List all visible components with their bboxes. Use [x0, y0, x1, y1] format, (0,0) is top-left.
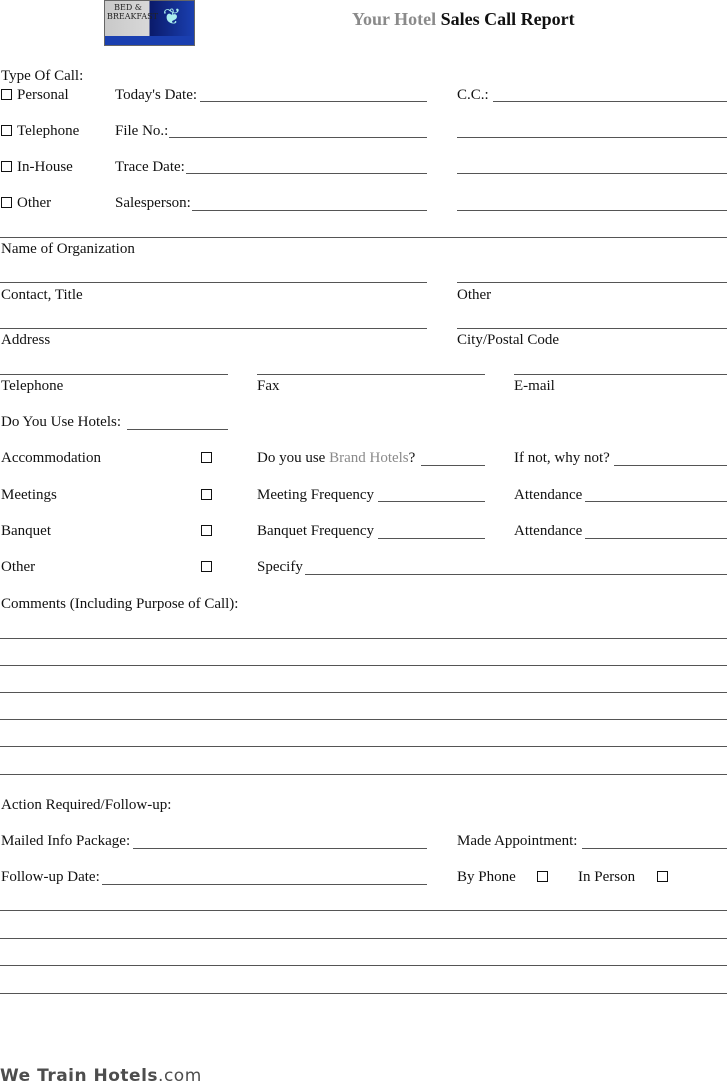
salesperson-label: Salesperson:	[115, 195, 191, 211]
do-you-use-hotels-label: Do You Use Hotels:	[1, 414, 122, 430]
cc-line-3[interactable]	[457, 173, 727, 174]
title-prefix: Your Hotel	[352, 9, 437, 29]
accommodation-label: Accommodation	[1, 450, 101, 466]
city-postal-line[interactable]	[457, 328, 727, 329]
other-label: Other	[457, 287, 492, 303]
in-person-checkbox[interactable]	[657, 871, 668, 882]
other-line[interactable]	[457, 282, 727, 283]
title-main: Sales Call Report	[440, 9, 575, 29]
logo-emblem-icon: ❦	[162, 5, 182, 30]
comment-line-2[interactable]	[0, 665, 727, 666]
call-type-telephone[interactable]: Telephone	[1, 122, 79, 140]
in-person-label: In Person	[578, 869, 636, 885]
attendance-line-2[interactable]	[585, 538, 727, 539]
call-type-in-house[interactable]: In-House	[1, 158, 73, 176]
file-no-line[interactable]	[169, 137, 427, 138]
email-label: E-mail	[514, 378, 555, 394]
made-appointment-label: Made Appointment:	[457, 833, 578, 849]
logo-banner	[105, 36, 194, 45]
meetings-label: Meetings	[1, 487, 57, 503]
mailed-info-label: Mailed Info Package:	[1, 833, 131, 849]
call-type-personal[interactable]: Personal	[1, 86, 69, 104]
followup-line-2[interactable]	[0, 938, 727, 939]
do-you-use-hotels-line[interactable]	[127, 429, 228, 430]
salesperson-line[interactable]	[192, 210, 427, 211]
comments-label: Comments (Including Purpose of Call):	[1, 596, 239, 612]
by-phone-label: By Phone	[457, 869, 516, 885]
banquet-frequency-label: Banquet Frequency	[257, 523, 375, 539]
todays-date-line[interactable]	[200, 101, 427, 102]
meeting-frequency-line[interactable]	[378, 501, 485, 502]
footer-brand: We Train Hotels.com	[0, 1066, 202, 1086]
address-label: Address	[1, 332, 51, 348]
followup-line-3[interactable]	[0, 965, 727, 966]
specify-line[interactable]	[305, 574, 727, 575]
meetings-checkbox[interactable]	[201, 489, 212, 500]
name-of-organization-label: Name of Organization	[1, 241, 135, 257]
made-appointment-line[interactable]	[582, 848, 727, 849]
banquet-checkbox[interactable]	[201, 525, 212, 536]
meeting-frequency-label: Meeting Frequency	[257, 487, 375, 503]
attendance-label-1: Attendance	[514, 487, 583, 503]
hotel-logo	[104, 0, 195, 46]
if-not-line[interactable]	[614, 465, 727, 466]
organization-line[interactable]	[0, 237, 727, 238]
cc-label: C.C.:	[457, 87, 489, 103]
brand-hotels-line[interactable]	[421, 465, 485, 466]
comment-line-1[interactable]	[0, 638, 727, 639]
comment-line-5[interactable]	[0, 746, 727, 747]
logo-text: BED & BREAKFAST	[107, 3, 158, 21]
address-line[interactable]	[0, 328, 427, 329]
specify-label: Specify	[257, 559, 303, 575]
comment-line-6[interactable]	[0, 774, 727, 775]
if-not-label: If not, why not?	[514, 450, 610, 466]
contact-title-label: Contact, Title	[1, 287, 83, 303]
other-usage-label: Other	[1, 559, 36, 575]
cc-line-1[interactable]	[493, 101, 727, 102]
accommodation-checkbox[interactable]	[201, 452, 212, 463]
trace-date-line[interactable]	[186, 173, 427, 174]
page-title	[352, 9, 575, 30]
checkbox-icon[interactable]	[1, 89, 12, 100]
call-type-other[interactable]: Other	[1, 194, 51, 212]
fax-label: Fax	[257, 378, 280, 394]
email-line[interactable]	[514, 374, 727, 375]
followup-line-4[interactable]	[0, 993, 727, 994]
banquet-frequency-line[interactable]	[378, 538, 485, 539]
mailed-info-line[interactable]	[133, 848, 427, 849]
contact-line[interactable]	[0, 282, 427, 283]
fax-line[interactable]	[257, 374, 485, 375]
checkbox-icon[interactable]	[1, 125, 12, 136]
by-phone-checkbox[interactable]	[537, 871, 548, 882]
todays-date-label: Today's Date:	[115, 87, 198, 103]
followup-line-1[interactable]	[0, 910, 727, 911]
file-no-label: File No.:	[115, 123, 169, 139]
action-required-label: Action Required/Follow-up:	[1, 797, 172, 813]
comment-line-3[interactable]	[0, 692, 727, 693]
telephone-label: Telephone	[1, 378, 64, 394]
checkbox-icon[interactable]	[1, 161, 12, 172]
attendance-label-2: Attendance	[514, 523, 583, 539]
city-postal-label: City/Postal Code	[457, 332, 560, 348]
cc-line-2[interactable]	[457, 137, 727, 138]
brand-hotels-question: Do you use Brand Hotels?	[257, 450, 416, 466]
cc-line-4[interactable]	[457, 210, 727, 211]
followup-date-line[interactable]	[102, 884, 427, 885]
trace-date-label: Trace Date:	[115, 159, 185, 175]
type-of-call-label: Type Of Call:	[1, 68, 84, 84]
telephone-line[interactable]	[0, 374, 228, 375]
banquet-label: Banquet	[1, 523, 51, 539]
other-usage-checkbox[interactable]	[201, 561, 212, 572]
comment-line-4[interactable]	[0, 719, 727, 720]
checkbox-icon[interactable]	[1, 197, 12, 208]
followup-date-label: Follow-up Date:	[1, 869, 100, 885]
attendance-line-1[interactable]	[585, 501, 727, 502]
